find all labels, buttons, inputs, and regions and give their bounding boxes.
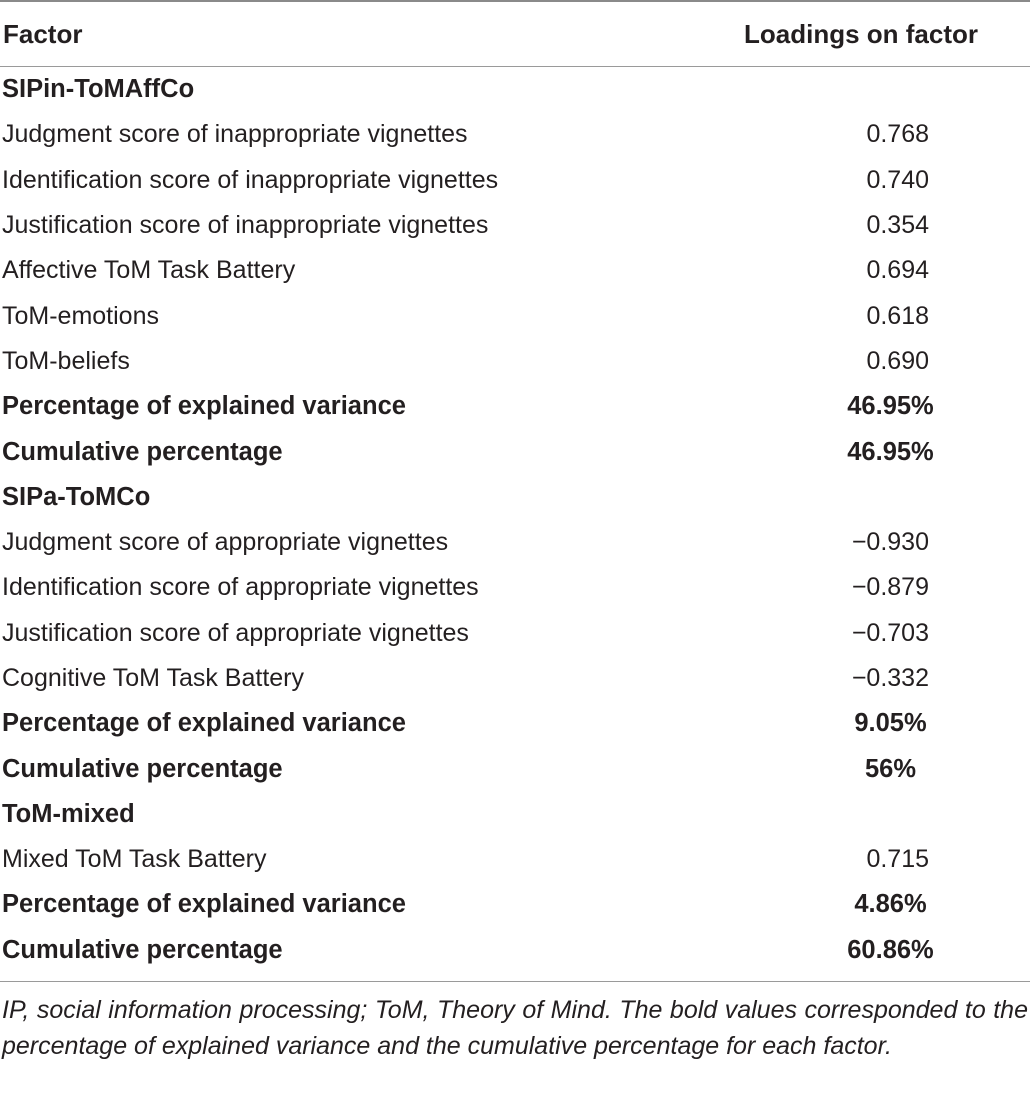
row-label: Cumulative percentage [2,437,283,466]
table-row [0,520,1030,565]
table-row [0,203,1030,248]
table-body [0,67,1030,973]
row-label: ToM-beliefs [2,346,130,375]
row-value: 0.690 [866,346,929,375]
row-value: 0.768 [866,120,929,149]
table-row [0,837,1030,882]
group-label: SIPin-ToMAffCo [2,75,195,104]
table-row [0,565,1030,610]
table-footnote: IP, social information processing; ToM, Theory of Mind. The bold values corresponded to the percentage of explained variance and the cumulative percentage for each factor. [2,995,1028,1060]
group-row [0,475,1030,520]
row-label: Identification score of inappropriate vignettes [2,165,499,194]
row-label: Judgment score of appropriate vignettes [2,528,449,557]
table-row [0,248,1030,293]
group-label: ToM-mixed [2,799,135,828]
group-row [0,67,1030,112]
row-label: Cognitive ToM Task Battery [2,664,304,692]
row-value: 0.740 [866,165,929,194]
row-label: Cumulative percentage [2,935,283,964]
row-value: 46.95% [847,437,934,466]
header-loadings: Loadings on factor [744,18,978,49]
table-row [0,339,1030,384]
row-value: 9.05% [854,709,927,738]
row-label: Identification score of appropriate vignettes [2,573,479,602]
summary-row [0,429,1030,474]
row-value: 0.715 [866,845,929,874]
row-label: Justification score of inappropriate vignettes [2,211,489,240]
summary-row [0,701,1030,746]
table-row [0,293,1030,338]
summary-row [0,882,1030,927]
row-label: Judgment score of inappropriate vignettes [2,120,468,149]
row-value: 0.618 [866,301,929,330]
header-factor: Factor [3,18,83,49]
table-row [0,611,1030,656]
row-label: Percentage of explained variance [2,392,406,421]
summary-row [0,928,1030,973]
table-row [0,158,1030,203]
row-value: 56% [864,754,917,783]
row-label: Percentage of explained variance [2,709,406,738]
table-header [0,2,1030,66]
group-row [0,792,1030,837]
table-row [0,112,1030,157]
table-row [0,656,1030,701]
row-label: Affective ToM Task Battery [2,256,296,285]
row-value: −0.930 [851,528,929,557]
row-value: 0.354 [866,211,929,240]
group-label: SIPa-ToMCo [2,482,151,511]
row-label: Justification score of appropriate vignettes [2,618,469,647]
row-value: 4.86% [854,890,927,919]
row-label: Percentage of explained variance [2,890,406,919]
row-value: −0.332 [851,664,929,692]
row-value: −0.879 [851,573,929,602]
row-value: 60.86% [847,935,934,964]
summary-row [0,384,1030,429]
row-value: 0.694 [866,256,929,285]
row-value: −0.703 [851,618,929,647]
row-label: Mixed ToM Task Battery [2,845,267,874]
row-label: ToM-emotions [2,301,159,330]
row-value: 46.95% [847,392,934,421]
summary-row [0,746,1030,791]
row-label: Cumulative percentage [2,754,283,783]
